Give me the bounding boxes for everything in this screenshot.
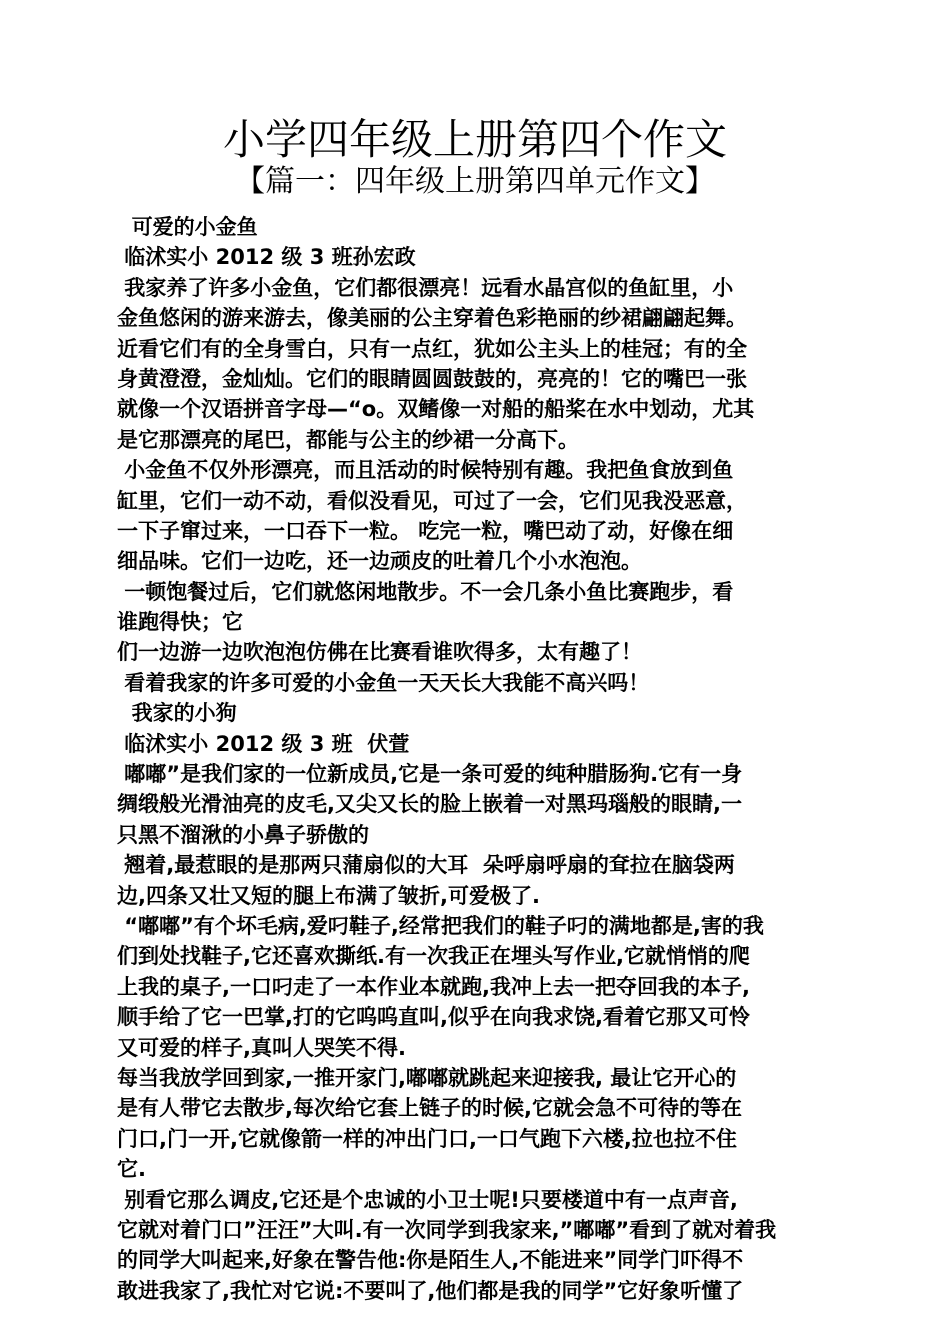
text-line: 翘着,最惹眼的是那两只蒲扇似的大耳 朵呼扇呼扇的耷拉在脑袋两 [117,853,735,878]
text-line: 临沭实小 2012 级 3 班孙宏政 [117,245,416,270]
text-line: 临沭实小 2012 级 3 班 伏萱 [117,731,410,756]
text-line: 缸里，它们一动不动，看似没看见，可过了一会，它们见我没恶意， [117,488,747,513]
text-line: 看着我家的许多可爱的小金鱼一天天长大我能不高兴吗！ [117,670,650,695]
text-line: 每当我放学回到家,一推开家门,嘟嘟就跳起来迎接我, 最让它开心的 [117,1065,737,1090]
document-body [117,212,837,1306]
text-line: 细品味。它们一边吃，还一边顽皮的吐着几个小水泡泡。 [117,549,642,574]
text-line: 金鱼悠闲的游来游去，像美丽的公主穿着色彩艳丽的纱裙翩翩起舞。 [117,306,747,331]
text-line: 我家养了许多小金鱼，它们都很漂亮！远看水晶宫似的鱼缸里，小 [117,275,734,300]
text-line: 嘟嘟”是我们家的一位新成员,它是一条可爱的纯种腊肠狗.它有一身 [117,762,743,787]
text-line: 是它那漂亮的尾巴，都能与公主的纱裙一分高下。 [117,427,579,452]
text-line: 它. [117,1157,146,1182]
text-line: 上我的桌子,一口叼走了一本作业本就跑,我冲上去一把夺回我的本子, [117,974,750,999]
text-line: 它就对着门口”汪汪”大叫.有一次同学到我家来,”嘟嘟”看到了就对着我 [117,1217,777,1242]
text-line: 们一边游一边吹泡泡仿佛在比赛看谁吹得多，太有趣了！ [117,640,642,665]
text-line: 身黄澄澄，金灿灿。它们的眼睛圆圆鼓鼓的，亮亮的！它的嘴巴一张 [117,366,747,391]
text-line: 的同学大叫起来,好象在警告他:你是陌生人,不能进来”同学门吓得不 [117,1248,744,1273]
text-line: 别看它那么调皮,它还是个忠诚的小卫士呢!只要楼道中有一点声音, [117,1187,738,1212]
text-line: 可爱的小金鱼 [117,215,258,239]
text-line: 小金鱼不仅外形漂亮，而且活动的时候特别有趣。我把鱼食放到鱼 [117,458,734,483]
document-subtitle: 【篇一：四年级上册第四单元作文】 [235,164,715,199]
document-title: 小学四年级上册第四个作文 [222,115,727,164]
text-line: 就像一个汉语拼音字母—“o。双鳍像一对船的船桨在水中划动，尤其 [117,397,755,422]
text-line: 我家的小狗 [117,701,237,726]
text-line: 一顿饱餐过后，它们就悠闲地散步。不一会几条小鱼比赛跑步，看 [117,579,734,604]
text-line: 门口,门一开,它就像箭一样的冲出门口,一口气跑下六楼,拉也拉不住 [117,1126,737,1151]
text-line: 顺手给了它一巴掌,打的它呜呜直叫,似乎在向我求饶,看着它那又可怜 [117,1005,750,1030]
text-line: 们到处找鞋子,它还喜欢撕纸.有一次我正在埋头写作业,它就悄悄的爬 [117,944,750,969]
text-line: 边,四条又壮又短的腿上布满了皱折,可爱极了. [117,883,540,908]
text-line: 又可爱的样子,真叫人哭笑不得. [117,1035,406,1060]
text-line: 只黑不溜湫的小鼻子骄傲的 [117,822,369,847]
text-line: 谁跑得快；它 [117,610,243,635]
text-line: 敢进我家了,我忙对它说:不要叫了,他们都是我的同学”它好象听懂了 [117,1278,744,1303]
text-line: “嘟嘟”有个坏毛病,爱叼鞋子,经常把我们的鞋子叼的满地都是,害的我 [117,913,764,938]
text-line: 绸缎般光滑油亮的皮毛,又尖又长的脸上嵌着一对黑玛瑙般的眼睛,一 [117,792,742,817]
text-line: 近看它们有的全身雪白，只有一点红，犹如公主头上的桂冠；有的全 [117,336,747,361]
text-line: 一下子窜过来，一口吞下一粒。 吃完一粒，嘴巴动了动，好像在细 [117,518,734,543]
text-line: 是有人带它去散步,每次给它套上链子的时候,它就会急不可待的等在 [117,1096,742,1121]
